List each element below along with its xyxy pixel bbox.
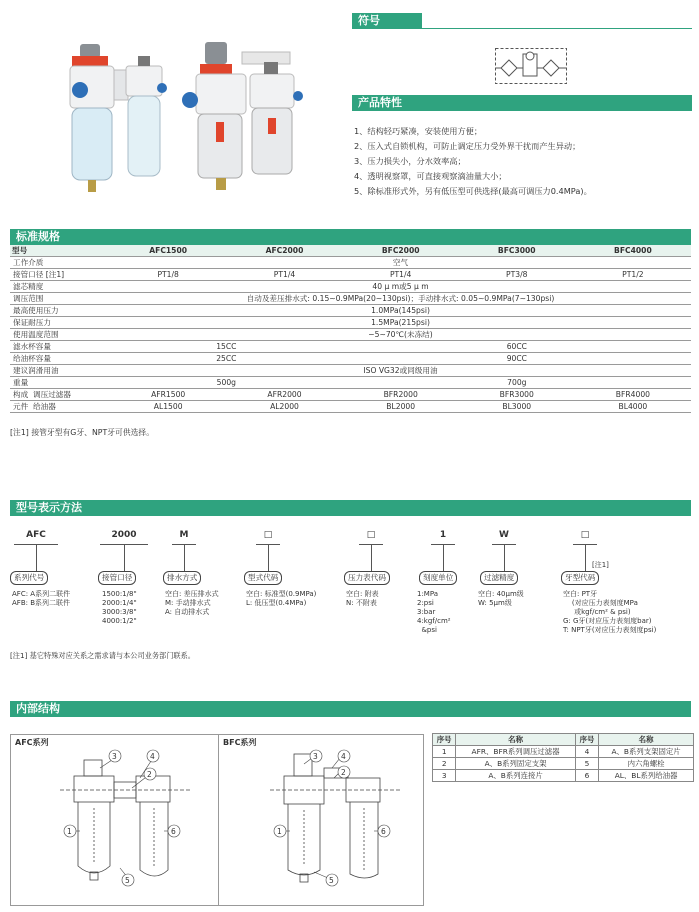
row-label: 工作介质 [10,257,110,269]
cell: BL3000 [459,401,575,413]
cell: 90CC [343,353,691,365]
cell: PT3/8 [459,269,575,281]
desc-thread: 空白: PT牙 (对应压力表刻度MPa 或kgf/cm² & psi) G: G牙(对应压力表刻度bar) T: NPT牙(对应压力表刻度psi) [563,590,657,634]
cell: 500g [110,377,343,389]
table-row [433,770,694,782]
table-row [10,389,691,401]
tag-port: 接管口径 [98,571,136,585]
cell: 4 [575,746,598,758]
table-row [10,317,691,329]
cell: 1 [433,746,456,758]
callout-3: 3 [112,752,117,761]
row-label [10,389,110,401]
row-label: 接管口径 [注1] [10,269,110,281]
compose-label: 元件 [13,402,29,412]
callout-4: 4 [150,752,155,761]
callout-1: 1 [67,827,72,836]
tag-gauge: 压力表代码 [344,571,390,585]
note-tag: [注1] [592,561,609,569]
desc-drain: 空白: 差压排水式 M: 手动排水式 A: 自动排水式 [165,590,219,616]
cell: 5 [575,758,598,770]
table-header: AFC2000 [226,245,342,257]
cell: 3 [433,770,456,782]
table-header: 序号 [575,734,598,746]
symbol-title-line [422,28,692,29]
table-header: BFC3000 [459,245,575,257]
lubricator-label: 给油器 [33,402,56,412]
cell: BL2000 [343,401,459,413]
cell: PT1/2 [575,269,691,281]
cell: 空气 [110,257,691,269]
callout-6: 6 [381,827,386,836]
code-thread: □ [580,530,590,540]
feature-item: 5、除标准形式外，另有低压型可供选择(最高可调压力0.4MPa)。 [354,186,592,196]
table-row [10,245,691,257]
cell: BL4000 [575,401,691,413]
cell: 2 [433,758,456,770]
cell: AFR、BFR系列调压过滤器 [456,746,575,758]
table-row [10,269,691,281]
regulator-label: 调压过滤器 [33,390,71,400]
table-row [10,329,691,341]
cell: 内六角螺栓 [599,758,694,770]
model-footnote: [注1] 基它特殊对应关系之需求请与本公司业务部门联系。 [10,651,195,660]
cell: 1.5MPa(215psi) [110,317,691,329]
row-label: 调压范围 [10,293,110,305]
cell: BFR3000 [459,389,575,401]
desc-type: 空白: 标准型(0.9MPa) L: 低压型(0.4MPa) [246,590,317,607]
cell: 15CC [110,341,343,353]
spec-note: [注1] 接管牙型有G牙、NPT牙可供选择。 [10,428,155,437]
code-precision: W [499,530,509,540]
cell: BFR2000 [343,389,459,401]
connector [443,544,444,571]
cell: PT1/4 [226,269,342,281]
parts-table [432,733,694,782]
cell: A、B系列连接片 [456,770,575,782]
cell: PT1/4 [343,269,459,281]
code-type: □ [263,530,273,540]
callout-6: 6 [171,827,176,836]
table-header: 名称 [456,734,575,746]
compose-label: 构成 [13,390,29,400]
desc-unit: 1:MPa 2:psi 3:bar 4:kgf/cm² &psi [417,590,451,634]
tag-drain: 排水方式 [163,571,201,585]
pneumatic-symbol-icon [495,48,567,84]
table-row [10,365,691,377]
cell: A、B系列固定支架 [456,758,575,770]
cell: 40 μ m或5 μ m [110,281,691,293]
spec-table [10,245,691,413]
table-header: 型号 [10,245,110,257]
cell: 60CC [343,341,691,353]
code-drain: M [179,530,189,540]
row-label: 滤芯精度 [10,281,110,293]
table-header: 序号 [433,734,456,746]
model-title: 型号表示方法 [10,500,691,516]
desc-port: 1500:1/8" 2000:1/4" 3000:3/8" 4000:1/2" [102,590,137,625]
tag-unit: 刻度单位 [419,571,457,585]
cell: ISO VG32或同级用油 [110,365,691,377]
row-label: 建议润滑用油 [10,365,110,377]
table-row [10,281,691,293]
connector [184,544,185,571]
table-row [10,257,691,269]
callout-4: 4 [341,752,346,761]
connector [124,544,125,571]
row-label: 滤水杯容量 [10,341,110,353]
row-label: 保证耐压力 [10,317,110,329]
cell: AL、BL系列给油器 [599,770,694,782]
table-row [10,305,691,317]
feature-item: 3、压力损失小，分水效率高； [354,156,466,166]
desc-gauge: 空白: 附表 N: 不附表 [346,590,379,607]
tag-thread: 牙型代码 [561,571,599,585]
code-series: AFC [26,530,46,540]
bfc-callouts [270,748,400,903]
product-photo [50,30,320,200]
tag-precision: 过滤精度 [480,571,518,585]
afc-label: AFC系列 [15,738,49,747]
table-row [10,293,691,305]
table-header: BFC4000 [575,245,691,257]
table-row [10,401,691,413]
callout-1: 1 [277,827,282,836]
diagram-divider [218,734,219,906]
afc-unit-image [70,44,167,192]
cell: 1.0MPa(145psi) [110,305,691,317]
desc-series: AFC: A系列二联件 AFB: B系列二联件 [12,590,71,607]
tag-type: 型式代码 [244,571,282,585]
table-header: 名称 [599,734,694,746]
cell: A、B系列支架固定片 [599,746,694,758]
feature-item: 1、结构轻巧紧凑，安装使用方便； [354,126,483,136]
bfc-label: BFC系列 [223,738,257,747]
row-label: 最高使用压力 [10,305,110,317]
spec-title: 标准规格 [10,229,691,245]
code-gauge: □ [366,530,376,540]
callout-5: 5 [125,876,130,885]
row-label: 重量 [10,377,110,389]
cell: BFR4000 [575,389,691,401]
connector [504,544,505,571]
callout-3: 3 [313,752,318,761]
cell: −5~70℃(未冻结) [110,329,691,341]
feature-item: 2、压入式自锁机构，可防止调定压力受外界干扰而产生异动； [354,141,581,151]
table-row [433,734,694,746]
code-port: 2000 [111,530,137,540]
cell: 自动及差压排水式: 0.15~0.9MPa(20~130psi)；手动排水式: 0.05~0.9MPa(7~130psi) [110,293,691,305]
row-label: 使用温度范围 [10,329,110,341]
cell: AFR2000 [226,389,342,401]
table-row [10,341,691,353]
tag-series: 系列代号 [10,571,48,585]
cell: AL1500 [110,401,226,413]
structure-title: 内部结构 [10,701,691,717]
table-header: AFC1500 [110,245,226,257]
callout-5: 5 [329,876,334,885]
bfc-unit-image [182,42,303,190]
table-header: BFC2000 [343,245,459,257]
symbol-title: 符号 [352,13,422,29]
cell: AL2000 [226,401,342,413]
callout-2: 2 [341,768,346,777]
table-row [433,746,694,758]
cell: 25CC [110,353,343,365]
desc-precision: 空白: 40μm级 W: 5μm级 [478,590,524,607]
code-unit: 1 [439,530,447,540]
cell: 6 [575,770,598,782]
table-row [10,377,691,389]
callout-2: 2 [147,770,152,779]
connector [371,544,372,571]
table-row [10,353,691,365]
row-label [10,401,110,413]
row-label: 给油杯容量 [10,353,110,365]
table-row [433,758,694,770]
cell: PT1/8 [110,269,226,281]
connector [585,544,586,571]
features-title: 产品特性 [352,95,692,111]
connector [36,544,37,571]
connector [268,544,269,571]
feature-item: 4、透明视察罩，可直接观察滴油量大小； [354,171,507,181]
cell: 700g [343,377,691,389]
cell: AFR1500 [110,389,226,401]
